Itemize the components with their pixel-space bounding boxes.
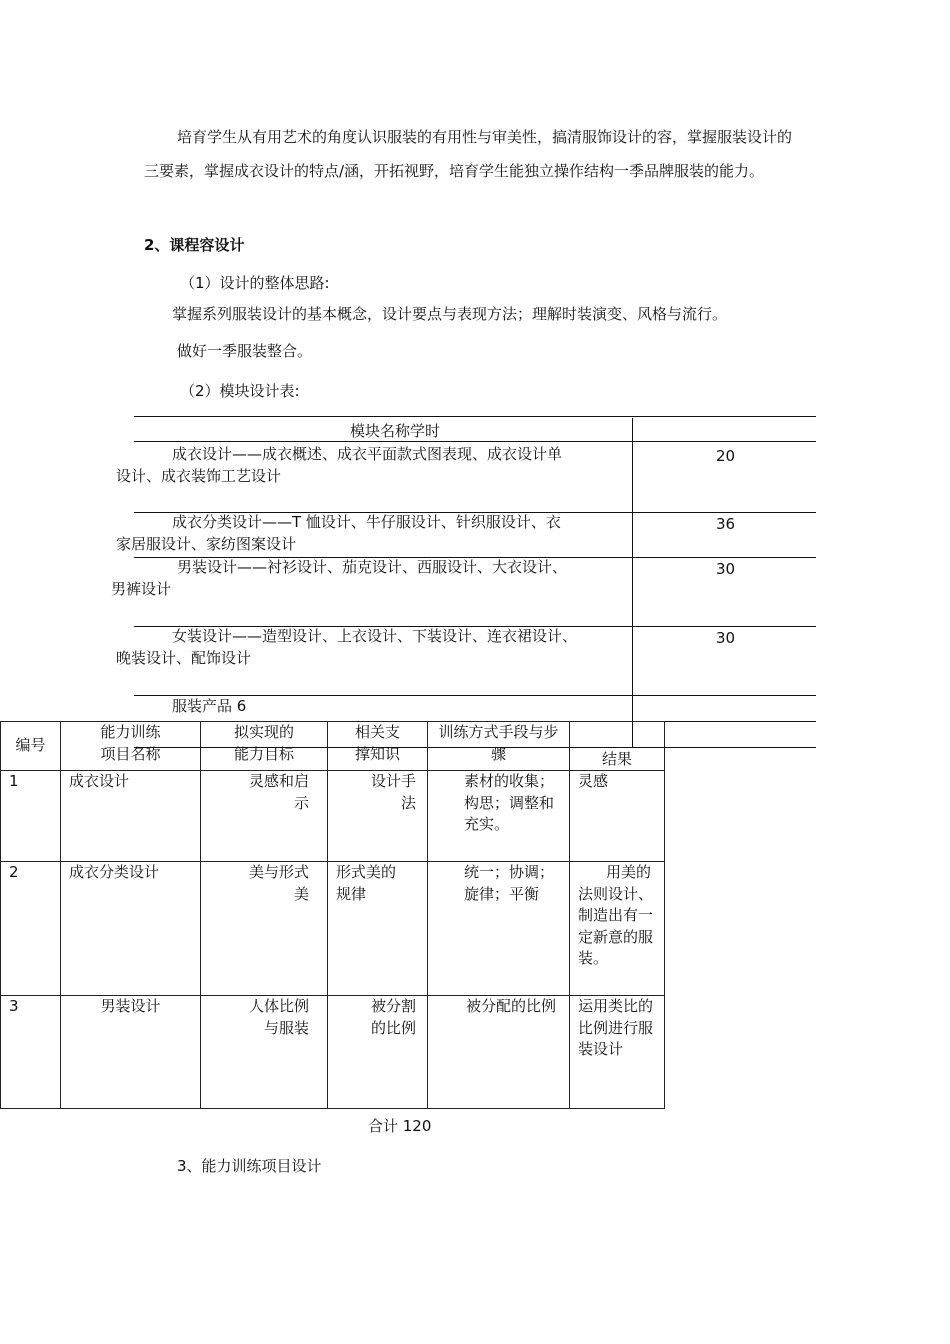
module-table-label: （2）模块设计表: <box>180 382 300 400</box>
row-knowledge: 被分割的比例 <box>328 996 428 1109</box>
header-cell: 训练方式手段与步骤 <box>428 722 570 771</box>
module-row-text: 成衣分类设计——T 恤设计、牛仔服设计、针织服设计、衣 <box>172 513 561 531</box>
module-row-text: 晚装设计、配饰设计 <box>116 649 252 667</box>
overall-idea-text-2: 做好一季服装整合。 <box>177 342 313 360</box>
row-goal: 灵感和启示 <box>201 771 328 862</box>
table-header-row <box>1 722 665 771</box>
module-row-hours: 30 <box>716 629 736 647</box>
table-rule <box>134 441 816 442</box>
module-row-text: 家居服设计、家纺图案设计 <box>116 535 297 553</box>
module-row-hours: 20 <box>716 447 736 465</box>
module-row-text: 男装设计——衬衫设计、茄克设计、西服设计、大衣设计、 <box>177 558 568 576</box>
module-row-hours: 30 <box>716 560 736 578</box>
module-row-text: 成衣设计——成衣概述、成衣平面款式图表现、成衣设计单 <box>172 445 563 463</box>
total-line: 合计 120 <box>368 1117 432 1135</box>
row-id: 1 <box>1 771 61 862</box>
header-cell: 结果 <box>570 722 665 771</box>
module-row-4 <box>116 625 624 669</box>
header-cell: 相关支撑知识 <box>328 722 428 771</box>
row-method: 被分配的比例 <box>428 996 570 1109</box>
table-row <box>1 771 665 862</box>
row-knowledge: 设计手法 <box>328 771 428 862</box>
header-cell: 能力训练项目名称 <box>61 722 201 771</box>
module-last-row: 服装产品 6 <box>172 697 247 715</box>
row-knowledge: 形式美的规律 <box>328 862 428 996</box>
row-id: 3 <box>1 996 61 1109</box>
intro-paragraph: 培育学生从有用艺术的角度认识服装的有用性与审美性，搞清服饰设计的容，掌握服装设计的三要素，掌握成衣设计的特点/涵，开拓视野，培育学生能独立操作结构一季品牌服装的能力。 <box>144 128 793 180</box>
row-result: 用美的法则设计、制造出有一定新意的服装。 <box>570 862 665 996</box>
section-heading-2: 2、课程容设计 <box>144 236 245 254</box>
overall-idea-text: 掌握系列服装设计的基本概念，设计要点与表现方法；理解时装演变、风格与流行。 <box>172 305 728 323</box>
row-name: 成衣设计 <box>61 771 201 862</box>
row-name: 成衣分类设计 <box>61 862 201 996</box>
section-heading-3: 3、能力训练项目设计 <box>177 1157 322 1175</box>
module-table-header: 模块名称学时 <box>350 422 441 440</box>
module-row-text: 男裤设计 <box>111 580 172 598</box>
table-row <box>1 862 665 996</box>
row-result: 运用类比的比例进行服装设计 <box>570 996 665 1109</box>
table-row <box>1 996 665 1109</box>
header-cell: 编号 <box>1 722 61 771</box>
row-method: 统一；协调；旋律；平衡 <box>428 862 570 996</box>
module-row-text: 女装设计——造型设计、上衣设计、下装设计、连衣裙设计、 <box>172 627 578 645</box>
table-rule <box>134 416 816 417</box>
row-goal: 人体比例与服装 <box>201 996 328 1109</box>
table-column-divider <box>632 418 633 748</box>
row-name: 男装设计 <box>61 996 201 1109</box>
module-row-3 <box>111 556 624 600</box>
row-result: 灵感 <box>570 771 665 862</box>
row-goal: 美与形式美 <box>201 862 328 996</box>
module-row-hours: 36 <box>716 515 736 533</box>
overall-idea-label: （1）设计的整体思路: <box>180 274 330 292</box>
header-cell: 拟实现的能力目标 <box>201 722 328 771</box>
ability-table <box>0 721 665 1109</box>
module-row-2 <box>116 511 624 555</box>
module-row-1 <box>116 443 624 487</box>
row-id: 2 <box>1 862 61 996</box>
row-method: 素材的收集；构思；调整和充实。 <box>428 771 570 862</box>
module-row-text: 设计、成衣装饰工艺设计 <box>116 467 282 485</box>
